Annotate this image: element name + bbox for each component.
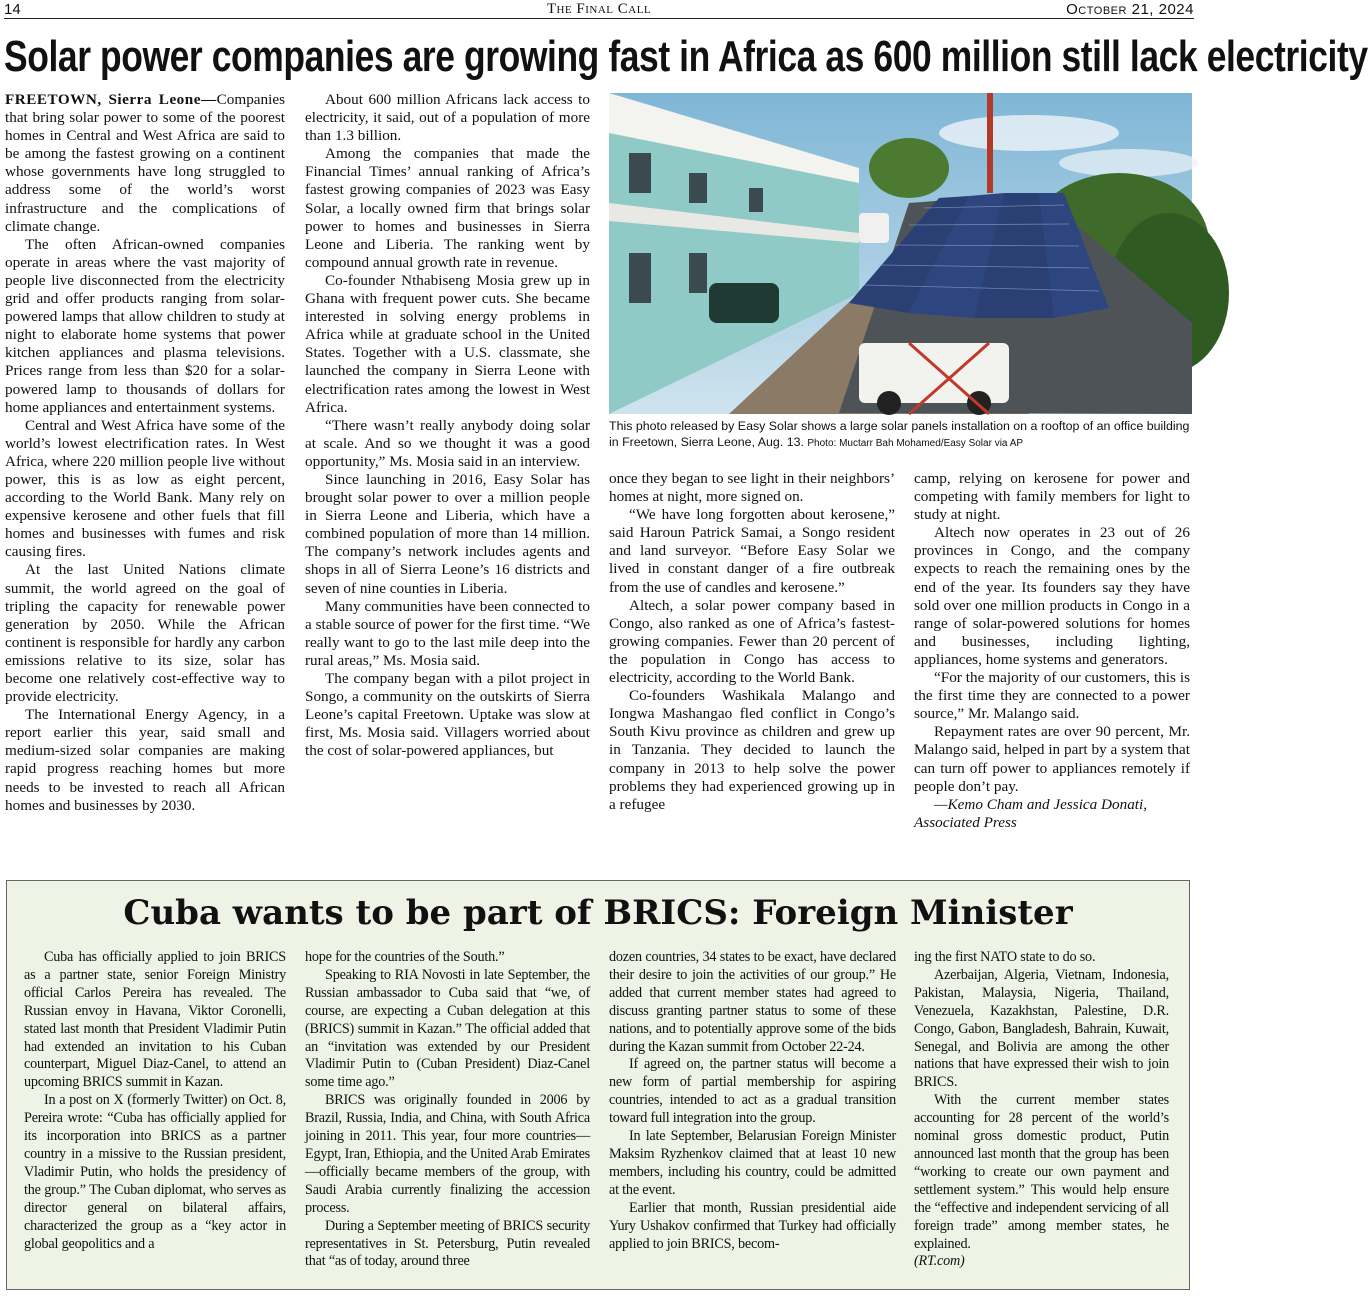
article-paragraph: camp, relying on kerosene for power and competing with family members for light to study at night. bbox=[914, 470, 1190, 524]
article-paragraph: The often African-owned companies operate in areas where the vast majority of people live disconnected from the electricity grid and offer products ranging from solar-powered lamps that allow children to study at night to elaborate home systems that power kitchen appliances and plasma televisions. Prices range from less than $20 for a solar-powered lamp to thousands of dollars for home appliances and entertainment systems. bbox=[5, 235, 285, 416]
article-headline: Solar power companies are growing fast in Africa as 600 million still lack electricity bbox=[4, 32, 1368, 81]
sidebar-paragraph: Azerbaijan, Algeria, Vietnam, Indonesia, Pakistan, Malaysia, Nigeria, Thailand, Venezuela, Kazakhstan, Palestine, D.R. Congo, Gabon, Bangladesh, Bahrain, Kuwait, Senegal, and Bolivia are among the other nations that have expressed their wish to join BRICS. bbox=[914, 966, 1169, 1091]
photo-caption bbox=[609, 418, 1194, 452]
dateline: FREETOWN, Sierra Leone— bbox=[5, 91, 217, 108]
article-paragraph: “There wasn’t really anybody doing solar at scale. And so we thought it was a good opportunity,” Ms. Mosia said in an interview. bbox=[305, 416, 590, 470]
article-paragraph: Since launching in 2016, Easy Solar has brought solar power to over a million people in Sierra Leone and Liberia, which have a combined population of more than 14 million. The company’s network includes agents and shops in all of Sierra Leone’s 16 districts and seven of nine counties in Liberia. bbox=[305, 470, 590, 597]
article-paragraph: The International Energy Agency, in a report earlier this year, said small and medium-sized solar companies are making rapid progress reaching homes but more needs to be invested to reach all African homes and businesses by 2030. bbox=[5, 706, 285, 814]
article-paragraph: Repayment rates are over 90 percent, Mr. Malango said, helped in part by a system that can turn off power to appliances remotely if people don’t pay. bbox=[914, 723, 1190, 795]
sidebar-column-4 bbox=[914, 949, 1169, 1271]
sidebar-paragraph: dozen countries, 34 states to be exact, have declared their desire to join the activities of our group.” He added that current member states had agreed to discuss granting partner status to some of these nations, and to potentially approve some of the bids during the Kazan summit from October 22-24. bbox=[609, 949, 896, 1055]
article-paragraph: Altech, a solar power company based in Congo, also ranked as one of Africa’s fastest-growing companies. Fewer than 20 percent of the population in Congo has access to electricity, according to the World Bank. bbox=[609, 596, 895, 687]
sidebar-source: (RT.com) bbox=[914, 1253, 965, 1270]
caption-text: This photo released by Easy Solar shows a large solar panels installation on a rooftop of an office building in Freetown, Sierra Leone, Aug. 13. bbox=[609, 419, 1190, 449]
photo-credit: Photo: Muctarr Bah Mohamed/Easy Solar via AP bbox=[807, 438, 1024, 449]
article-paragraph: Altech now operates in 23 out of 26 provinces in Congo, and the company expects to reach the remaining ones by the end of the year. Its founders say they have sold over one million products in Congo in a range of solar-powered solutions for homes and businesses, including lighting, appliances, home systems and generators. bbox=[914, 524, 1190, 668]
article-column-3 bbox=[609, 470, 895, 814]
sidebar-column-3 bbox=[609, 949, 896, 1253]
publication-name: The Final Call bbox=[546, 1, 652, 17]
issue-date: October 21, 2024 bbox=[1066, 1, 1194, 18]
article-paragraph: Many communities have been connected to a stable source of power for the first time. “We really want to go to the last mile deep into the rural areas,” Ms. Mosia said. bbox=[305, 597, 590, 669]
sidebar-paragraph: BRICS was originally founded in 2006 by Brazil, Russia, India, and China, with South Africa joining in 2011. This year, four more countries—Egypt, Iran, Ethiopia, and the United Arab Emirates—officially became members of the group, with Saudi Arabia currently finalizing the accession process. bbox=[305, 1092, 590, 1216]
article-paragraph: At the last United Nations climate summit, the world agreed on the goal of tripling the capacity for renewable power generation by 2050. While the African continent is responsible for hardly any carbon emissions relative to its size, solar has become one relatively cost-effective way to provide electricity. bbox=[5, 561, 285, 706]
article-column-1 bbox=[5, 91, 285, 815]
sidebar-column-1 bbox=[24, 949, 286, 1253]
article-paragraph: Central and West Africa have some of the world’s lowest electrification rates. In West Africa, where 220 million people live without power, this is as low as eight percent, according to the World Bank. Many rely on expensive kerosene and other fuels that fill homes and businesses with fumes and risk causing fires. bbox=[5, 416, 285, 561]
solar-rooftop-photo bbox=[609, 93, 1192, 414]
sidebar-paragraph: hope for the countries of the South.” bbox=[305, 949, 505, 965]
sidebar-paragraph: Earlier that month, Russian presidential aide Yury Ushakov confirmed that Turkey had officially applied to join BRICS, becom- bbox=[609, 1199, 896, 1252]
article-paragraph: once they began to see light in their neighbors’ homes at night, more signed on. bbox=[609, 470, 895, 506]
article-paragraph: Co-founders Washikala Malango and Iongwa Mashangao fled conflict in Congo’s South Kivu province as children and grew up in Tanzania. They decided to launch the company in 2013 to help solve the power problems they had experienced growing up in a refugee bbox=[609, 687, 895, 813]
article-paragraph: Among the companies that made the Financial Times’ annual ranking of Africa’s fastest growing companies of 2023 was Easy Solar, a locally owned firm that brings solar power to homes and businesses in Sierra Leone and Liberia. The ranking went by compound annual growth rate in revenue. bbox=[305, 145, 590, 271]
article-paragraph: FREETOWN, Sierra Leone—Companies that bring solar power to some of the poorest homes in Central and West Africa are said to be among the fastest growing on a continent whose governments have long struggled to address some of the world’s worst infrastructure and the complications of climate change. bbox=[5, 91, 285, 235]
sidebar-paragraph: ing the first NATO state to do so. bbox=[914, 949, 1096, 965]
page-header bbox=[4, 0, 1194, 19]
article-paragraph: “We have long forgotten about kerosene,” said Haroun Patrick Samai, a Songo resident and land surveyor. “Before Easy Solar we lived in constant danger of a fire outbreak from the use of candles and kerosene.” bbox=[609, 506, 895, 596]
sidebar-paragraph: During a September meeting of BRICS security representatives in St. Petersburg, Putin revealed that “as of today, around three bbox=[305, 1217, 590, 1270]
sidebar-paragraph: Speaking to RIA Novosti in late September, the Russian ambassador to Cuba said that “we, of course, are expecting a Cuban delegation at this (BRICS) summit in Kazan.” The official added that an “invitation was extended by our President Vladimir Putin to (Cuban President) Diaz-Canel some time ago.” bbox=[305, 966, 590, 1091]
page-number: 14 bbox=[4, 1, 21, 18]
article-paragraph: The company began with a pilot project in Songo, a community on the outskirts of Sierra Leone’s capital Freetown. Uptake was slow at first, Ms. Mosia said. Villagers worried about the cost of solar-powered appliances, but bbox=[305, 670, 590, 760]
sidebar-paragraph: Cuba has officially applied to join BRICS as a partner state, senior Foreign Ministry official Carlos Pereira has revealed. The Russian envoy in Havana, Viktor Coronelli, stated last month that President Vladimir Putin had extended an invitation to his Cuban counterpart, Miguel Diaz-Canel, to attend an upcoming BRICS summit in Kazan. bbox=[24, 949, 286, 1091]
article-column-4 bbox=[914, 470, 1190, 832]
sidebar-paragraph: In late September, Belarusian Foreign Minister Maksim Ryzhenkov claimed that at least 10 new members, including his country, could be admitted at the event. bbox=[609, 1128, 896, 1198]
article-paragraph: “For the majority of our customers, this is the first time they are connected to a power source,” Mr. Malango said. bbox=[914, 669, 1190, 723]
photo-illustration bbox=[609, 93, 1192, 414]
sidebar-column-2 bbox=[305, 949, 590, 1271]
article-column-2 bbox=[305, 91, 590, 760]
sidebar-paragraph: In a post on X (formerly Twitter) on Oct. 8, Pereira wrote: “Cuba has officially applied for its incorporation into BRICS as a partner country in a missive to the Russian president, Vladimir Putin, who holds the presidency of the group.” The Cuban diplomat, who serves as director general on bilateral affairs, characterized the group as a “key actor in global geopolitics and a bbox=[24, 1092, 286, 1252]
sidebar-headline: Cuba wants to be part of BRICS: Foreign Minister bbox=[123, 893, 1073, 933]
article-paragraph: About 600 million Africans lack access to electricity, it said, out of a population of more than 1.3 billion. bbox=[305, 91, 590, 145]
article-paragraph: Co-founder Nthabiseng Mosia grew up in Ghana with frequent power cuts. She became interested in solving energy problems in Africa while at graduate school in the United States. Together with a U.S. classmate, she launched the company in Sierra Leone with electrification rates among the lowest in West Africa. bbox=[305, 271, 590, 416]
byline: —Kemo Cham and Jessica Donati, Associated Press bbox=[914, 795, 1148, 831]
sidebar-paragraph: With the current member states accounting for 28 percent of the world’s nominal gross domestic product, Putin announced last month that the group has been “working to create our own payment and settlement system.” This would help ensure the “effective and independent servicing of all foreign trade” among member states, he explained. bbox=[914, 1092, 1169, 1252]
sidebar-paragraph: If agreed on, the partner status will become a new form of partial membership for aspiring countries, intended to act as a gradual transition toward full integration into the group. bbox=[609, 1056, 896, 1127]
